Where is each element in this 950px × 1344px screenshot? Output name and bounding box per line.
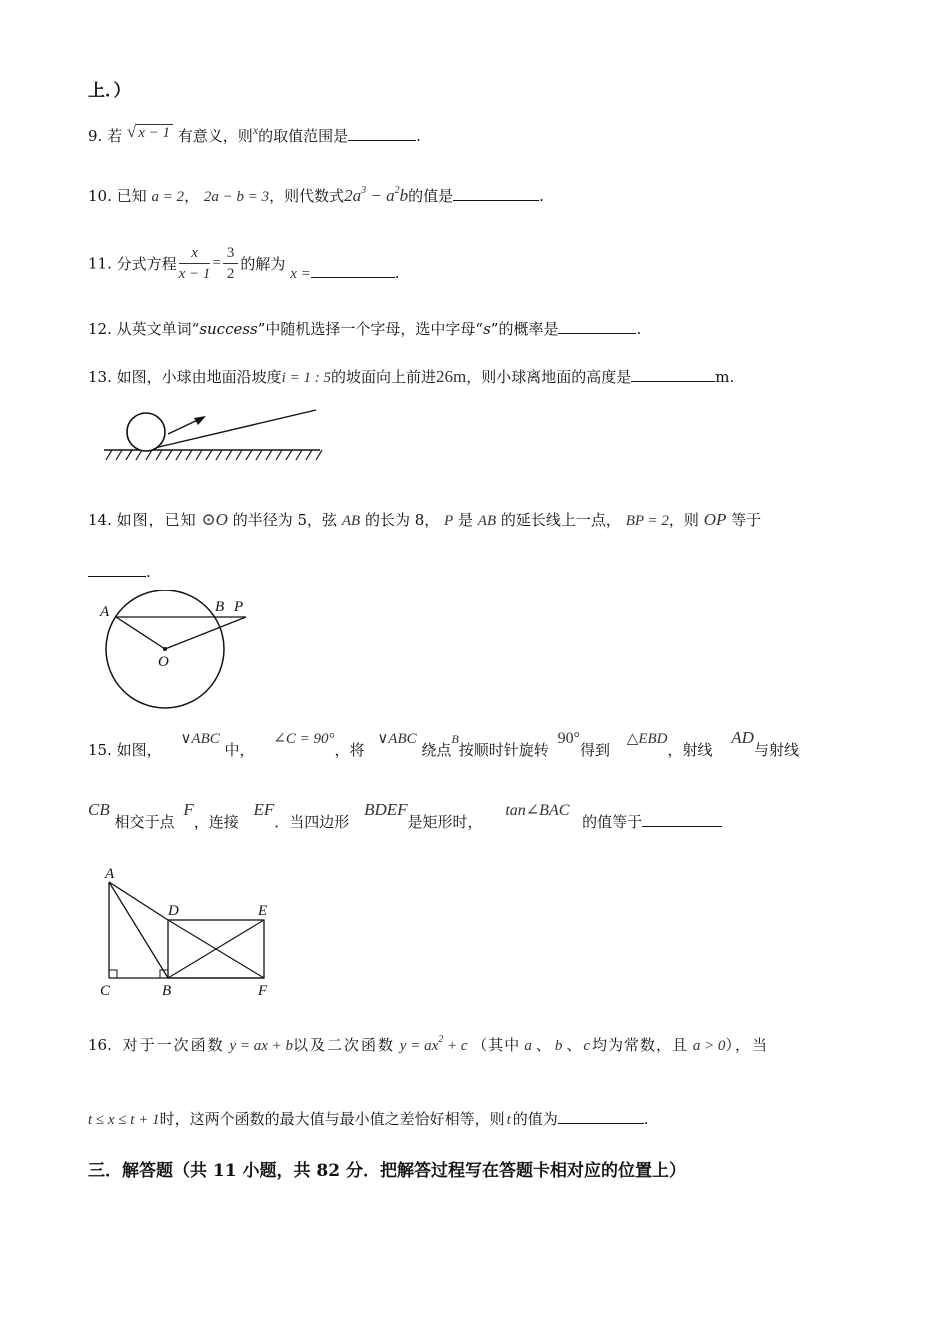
answer-blank — [642, 812, 722, 827]
fraction-x-over-x-minus-1: $\frac{x}{x - 1}$ — [178, 245, 211, 282]
question-15 — [88, 728, 799, 760]
q15-quad-bdef: BDEF — [364, 800, 408, 819]
answer-blank — [348, 126, 416, 141]
q12-word: success — [199, 320, 258, 338]
q16-sep-2: 、 — [566, 1036, 582, 1054]
q16-range: t ≤ x ≤ t + 1 — [88, 1112, 160, 1128]
q12-letter: s — [483, 320, 491, 338]
q16-text-7: 的值为 — [512, 1110, 558, 1128]
segment-ab — [109, 882, 168, 978]
q10-cond1: a = 2 — [151, 189, 185, 205]
q12-text-pre: 从英文单词“ — [116, 320, 200, 338]
label-a: A — [100, 604, 110, 620]
q16-text-4: 均为常数，且 — [592, 1036, 689, 1054]
question-number: 10. — [88, 187, 112, 205]
q15-degrees: 90° — [557, 730, 580, 747]
q12-text-mid1: ”中随机选择一个字母，选中字母“ — [257, 320, 484, 338]
answer-blank — [88, 562, 146, 577]
q15-text-4: 按顺时针旋转 — [458, 741, 549, 759]
q14-ab-2: AB — [477, 513, 497, 529]
question-number: 9. — [88, 127, 103, 145]
q15-ray-cb: CB — [88, 800, 110, 819]
q14-text-pre: 如图，已知 — [116, 511, 197, 529]
q13-text-mid: 的坡面向上前进 — [330, 368, 436, 386]
q15-text-2: ，将 — [334, 741, 365, 759]
question-14-answer-line — [88, 562, 151, 581]
q16-text-6: 时，这两个函数的最大值与最小值之差恰好相等，则 — [159, 1110, 505, 1128]
q14-text-6: 等于 — [731, 511, 762, 529]
answer-blank — [631, 367, 715, 382]
q16-text-5: ），当 — [725, 1036, 769, 1054]
label-e: E — [258, 903, 268, 919]
figure-ball-on-slope — [98, 400, 328, 468]
q15-text-11: 是矩形时， — [407, 813, 483, 831]
question-number: 12. — [88, 320, 112, 338]
q13-unit: m — [715, 368, 730, 386]
q15-ray-ad: AD — [731, 728, 754, 747]
ground-hatching — [106, 450, 322, 460]
sqrt-expression: √ x − 1 — [127, 122, 173, 142]
q15-angle-c: ∠C = 90° — [273, 731, 335, 747]
q16-condition: a > 0 — [692, 1038, 726, 1054]
q10-cond2: 2a − b = 3 — [203, 189, 270, 205]
q10-text-post: 的值是 — [408, 187, 454, 205]
q13-text-post: ，则小球离地面的高度是 — [466, 368, 632, 386]
q15-segment-ef: EF — [253, 800, 275, 819]
q11-end: . — [394, 263, 400, 282]
equals-sign: = — [212, 255, 221, 271]
question-16-line-2 — [88, 1108, 649, 1129]
q9-end: . — [416, 127, 421, 145]
q11-var: x = — [290, 265, 311, 282]
q15-tan-bac: tan∠BAC — [505, 802, 570, 819]
q11-text-mid: 的解为 — [240, 255, 286, 273]
label-o: O — [158, 654, 169, 670]
label-c: C — [100, 983, 111, 999]
q16-end: . — [643, 1110, 649, 1128]
question-11 — [88, 243, 400, 284]
slope-line — [146, 410, 316, 450]
q15-text-7: 与射线 — [753, 741, 799, 759]
fraction-3-over-2: $\frac{3}{2}$ — [223, 243, 239, 284]
q15-text-5: 得到 — [579, 741, 610, 759]
q11-text-pre: 分式方程 — [116, 255, 177, 273]
question-13 — [88, 366, 734, 387]
q15-text-8: 相交于点 — [114, 813, 175, 831]
ball — [127, 413, 165, 451]
label-f: F — [258, 983, 268, 999]
q14-end: . — [146, 563, 151, 581]
question-12 — [88, 318, 641, 339]
figure-circle-chord — [94, 590, 264, 712]
q15-point-f: F — [183, 800, 194, 819]
q15-text-3: 绕点 — [421, 741, 452, 759]
q14-text-1: 的半径为 5，弦 — [232, 511, 338, 529]
q16-t: t — [506, 1112, 511, 1128]
q15-text-6: ，射线 — [667, 741, 713, 759]
q13-ratio: i = 1 : 5 — [281, 370, 331, 386]
q15-text-pre: 如图， — [116, 741, 162, 759]
q9-text-pre: 若 — [107, 127, 123, 145]
q14-circle: ⊙O — [201, 510, 228, 529]
q14-text-3: 是 — [458, 511, 474, 529]
q16-text-3: （其中 — [472, 1036, 521, 1054]
q9-text-mid2: 的取值范围是 — [258, 127, 349, 145]
q14-op: OP — [703, 510, 727, 529]
q16-a: a — [524, 1038, 532, 1054]
q10-end: . — [539, 187, 544, 205]
segment-ad — [109, 882, 168, 920]
q10-sep: ， — [184, 187, 200, 205]
q15-text-10: ．当四边形 — [274, 813, 350, 831]
q14-text-4: 的延长线上一点， — [500, 511, 621, 529]
q12-end: . — [636, 320, 642, 338]
label-p: P — [234, 599, 244, 615]
q10-text-pre: 已知 — [116, 187, 147, 205]
q16-text-2: 以及二次函数 — [293, 1036, 396, 1054]
q14-ab: AB — [341, 513, 361, 529]
q12-text-mid2: ”的概率是 — [490, 320, 559, 338]
q13-text-pre: 如图，小球由地面沿坡度 — [116, 368, 282, 386]
q14-text-2: 的长为 8， — [364, 511, 440, 529]
direction-arrow-head — [194, 416, 206, 425]
q15-text-1: 中， — [224, 741, 255, 759]
segment-ao — [116, 617, 165, 649]
question-number: 14. — [88, 511, 112, 529]
answer-blank — [453, 186, 539, 201]
right-angle-mark-c — [109, 970, 117, 978]
q16-linear-function: y = ax + b — [229, 1038, 293, 1054]
segment-op — [165, 617, 246, 649]
answer-blank — [558, 1109, 644, 1124]
q15-point-b: B — [451, 732, 459, 746]
label-b: B — [162, 983, 172, 999]
question-number: 13. — [88, 368, 112, 386]
q15-text-9: ，连接 — [193, 813, 239, 831]
continuation-text: 上．） — [88, 81, 131, 101]
q16-c: c — [583, 1038, 591, 1054]
question-number: 15. — [88, 741, 112, 759]
center-point — [163, 647, 167, 651]
q16-sep-1: 、 — [535, 1036, 551, 1054]
answer-blank — [311, 263, 395, 278]
question-14 — [88, 509, 761, 530]
q16-b: b — [554, 1038, 563, 1054]
question-number: 16. — [88, 1036, 112, 1054]
q15-text-12: 的值等于 — [582, 813, 643, 831]
q10-text-mid: ，则代数式 — [269, 187, 345, 205]
label-d: D — [168, 903, 179, 919]
q9-var: x — [252, 123, 259, 137]
q14-p: P — [444, 513, 454, 529]
question-10 — [88, 185, 544, 206]
q14-text-5: ，则 — [668, 511, 699, 529]
question-9 — [88, 122, 421, 146]
question-15-line-2 — [88, 800, 722, 832]
q13-end: . — [729, 368, 735, 386]
q10-expression: $2a^3 - a^2b$ — [344, 185, 409, 205]
label-b: B — [215, 599, 225, 615]
q16-text-1: 对于一次函数 — [122, 1036, 225, 1054]
section-3-heading: 三．解答题（共 11 小题，共 82 分．把解答过程写在答题卡相对应的位置上） — [88, 1161, 686, 1181]
label-a: A — [105, 866, 115, 882]
q9-text-mid1: 有意义，则 — [177, 127, 253, 145]
q16-quadratic-function: $y = ax^2 + c$ — [399, 1034, 468, 1054]
question-number: 11. — [88, 254, 112, 273]
figure-rectangle-bdef — [96, 864, 286, 1004]
q15-triangle-ebd: △EBD — [626, 731, 668, 747]
question-16 — [88, 1034, 769, 1055]
q13-distance: 26m — [435, 367, 467, 386]
answer-blank — [558, 319, 636, 334]
q15-triangle-abc: ∨ABC — [180, 731, 220, 747]
q15-triangle-abc-2: ∨ABC — [377, 731, 417, 747]
q14-bp: BP = 2 — [625, 513, 669, 529]
